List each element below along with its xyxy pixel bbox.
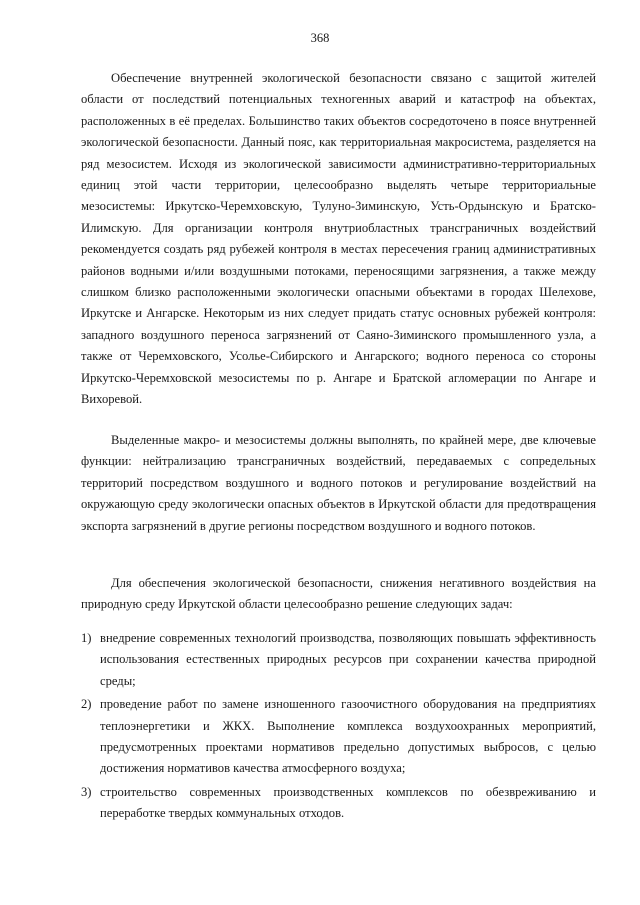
list-item-number: 3) [81,784,92,799]
page-number: 368 [310,31,330,45]
list-item-number: 2) [81,697,92,712]
paragraph-3: Для обеспечения экологической безопасности, снижения негативного воздействия на природную среду Иркутской области целесообразно решение следующих задач: [81,576,596,612]
paragraph-2: Выделенные макро- и мезосистемы должны выполнять, по крайней мере, две ключевые функции: нейтрализацию трансграничных воздействий, передаваемых с сопредельных территорий посредством воздушного и водного потоков и регулирование воздействий на окружающую среду экологически опасных объектов в Иркутской области для предотвращения экспорта загрязнений в другие регионы посредством воздушного и водного потоков. [81,433,596,533]
list-item-text: проведение работ по замене изношенного газоочистного оборудования на предприятиях теплоэнергетики и ЖКХ. Выполнение комплекса воздухоохранных мероприятий, предусмотренных проектами нормативов предельно допустимых выбросов, с целью достижения нормативов качества атмосферного воздуха; [100,697,596,776]
paragraph-block-2 [81,430,596,537]
list-item-text: внедрение современных технологий производства, позволяющих повышать эффективность использования естественных природных ресурсов при сохранении качества природной среды; [100,631,596,688]
paragraph-1: Обеспечение внутренней экологической безопасности связано с защитой жителей области от последствий потенциальных техногенных аварий и катастроф на объектах, расположенных в её пределах. Большинство таких объектов сосредоточено в поясе внутренней экологической безопасности. Данный пояс, как территориальная макросистема, разделяется на ряд мезосистем. Исходя из экологической зависимости административно-территориальных единиц этой части территории, целесообразно выделять четыре территориальные мезосистемы: Иркутско-Черемховскую, Тулуно-Зиминскую, Усть-Ордынскую и Братско-Илимскую. Для организации контроля внутриобластных трансграничных воздействий рекомендуется создать ряд рубежей контроля в местах пересечения границ административных районов водными и/или воздушными потоками, переносящими загрязнения, а также между слишком близко расположенными экологически опасными объектами в городах Шелехове, Иркутске и Ангарске. Некоторым из них следует придать статус основных рубежей контроля: западного воздушного переноса загрязнений от Саяно-Зиминского промышленного узла, а также от Черемховского, Усолье-Сибирского и Ангарского; водного переноса со стороны Иркутско-Черемховской мезосистемы по р. Ангаре и Братской агломерации по Ангаре и Вихоревой. [81,71,596,407]
paragraph-block-3 [81,573,596,616]
list-item-text: строительство современных производственных комплексов по обезвреживанию и переработке твердых коммунальных отходов. [100,784,596,821]
paragraph-block-1 [81,68,596,411]
list-item [81,694,596,780]
list-item-number: 1) [81,631,92,645]
list-item [81,782,596,825]
list-item [81,628,596,692]
task-list [81,628,596,827]
